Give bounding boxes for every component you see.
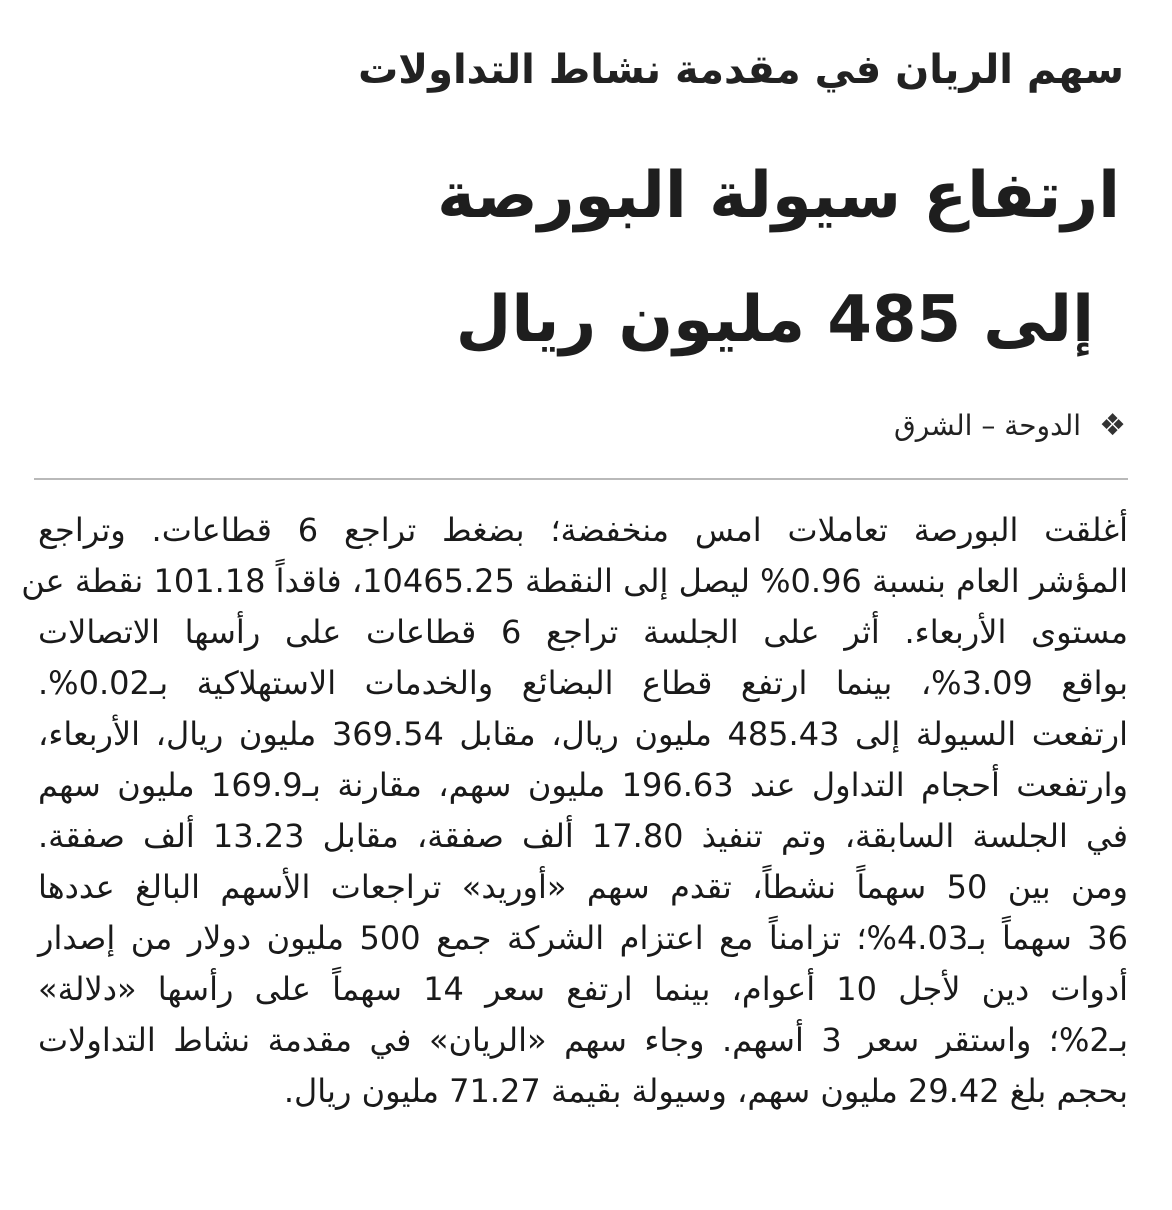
diamond-bullet-icon: ❖ [1099, 408, 1126, 443]
body-line: في الجلسة السابقة، وتم تنفيذ 17.80 ألف صفقة، مقابل 13.23 ألف صفقة. [38, 817, 1129, 855]
body-line: مستوى الأربعاء. أثر على الجلسة تراجع 6 قطاعات على رأسها الاتصالات [38, 613, 1129, 651]
body-line: بـ2%؛ واستقر سعر 3 أسهم. وجاء سهم «الريان» في مقدمة نشاط التداولات [38, 1021, 1129, 1059]
body-line: أدوات دين لأجل 10 أعوام، بينما ارتفع سعر 14 سهماً على رأسها «دلالة» [38, 970, 1129, 1008]
body-line: وارتفعت أحجام التداول عند 196.63 مليون سهم، مقارنة بـ169.9 مليون سهم [38, 766, 1129, 804]
body-line: 36 سهماً بـ4.03%؛ تزامناً مع اعتزام الشركة جمع 500 مليون دولار من إصدار [38, 919, 1129, 957]
body-line: بحجم بلغ 29.42 مليون سهم، وسيولة بقيمة 71.27 مليون ريال. [283, 1072, 1128, 1110]
byline-text: الدوحة – الشرق [893, 409, 1082, 442]
article-headline [40, 134, 1120, 382]
divider-rule [34, 478, 1128, 480]
headline-line-1: ارتفاع سيولة البورصة [437, 159, 1120, 233]
byline [894, 402, 1126, 450]
headline-line-2: إلى 485 مليون ريال [455, 283, 1094, 357]
body-line: المؤشر العام بنسبة 0.96% ليصل إلى النقطة 10465.25، فاقداً 101.18 نقطة عن [21, 562, 1128, 600]
body-line: ومن بين 50 سهماً نشطاً، تقدم سهم «أوريد» تراجعات الأسهم البالغ عددها [38, 868, 1129, 906]
body-line: ارتفعت السيولة إلى 485.43 مليون ريال، مقابل 369.54 مليون ريال، الأربعاء، [38, 715, 1129, 753]
body-line: بواقع 3.09%، بينما ارتفع قطاع البضائع والخدمات الاستهلاكية بـ0.02%. [38, 664, 1128, 702]
article-body [21, 505, 1129, 1117]
body-line: أغلقت البورصة تعاملات امس منخفضة؛ بضغط تراجع 6 قطاعات. وتراجع [38, 511, 1128, 549]
article-kicker: سهم الريان في مقدمة نشاط التداولات [358, 47, 1124, 93]
